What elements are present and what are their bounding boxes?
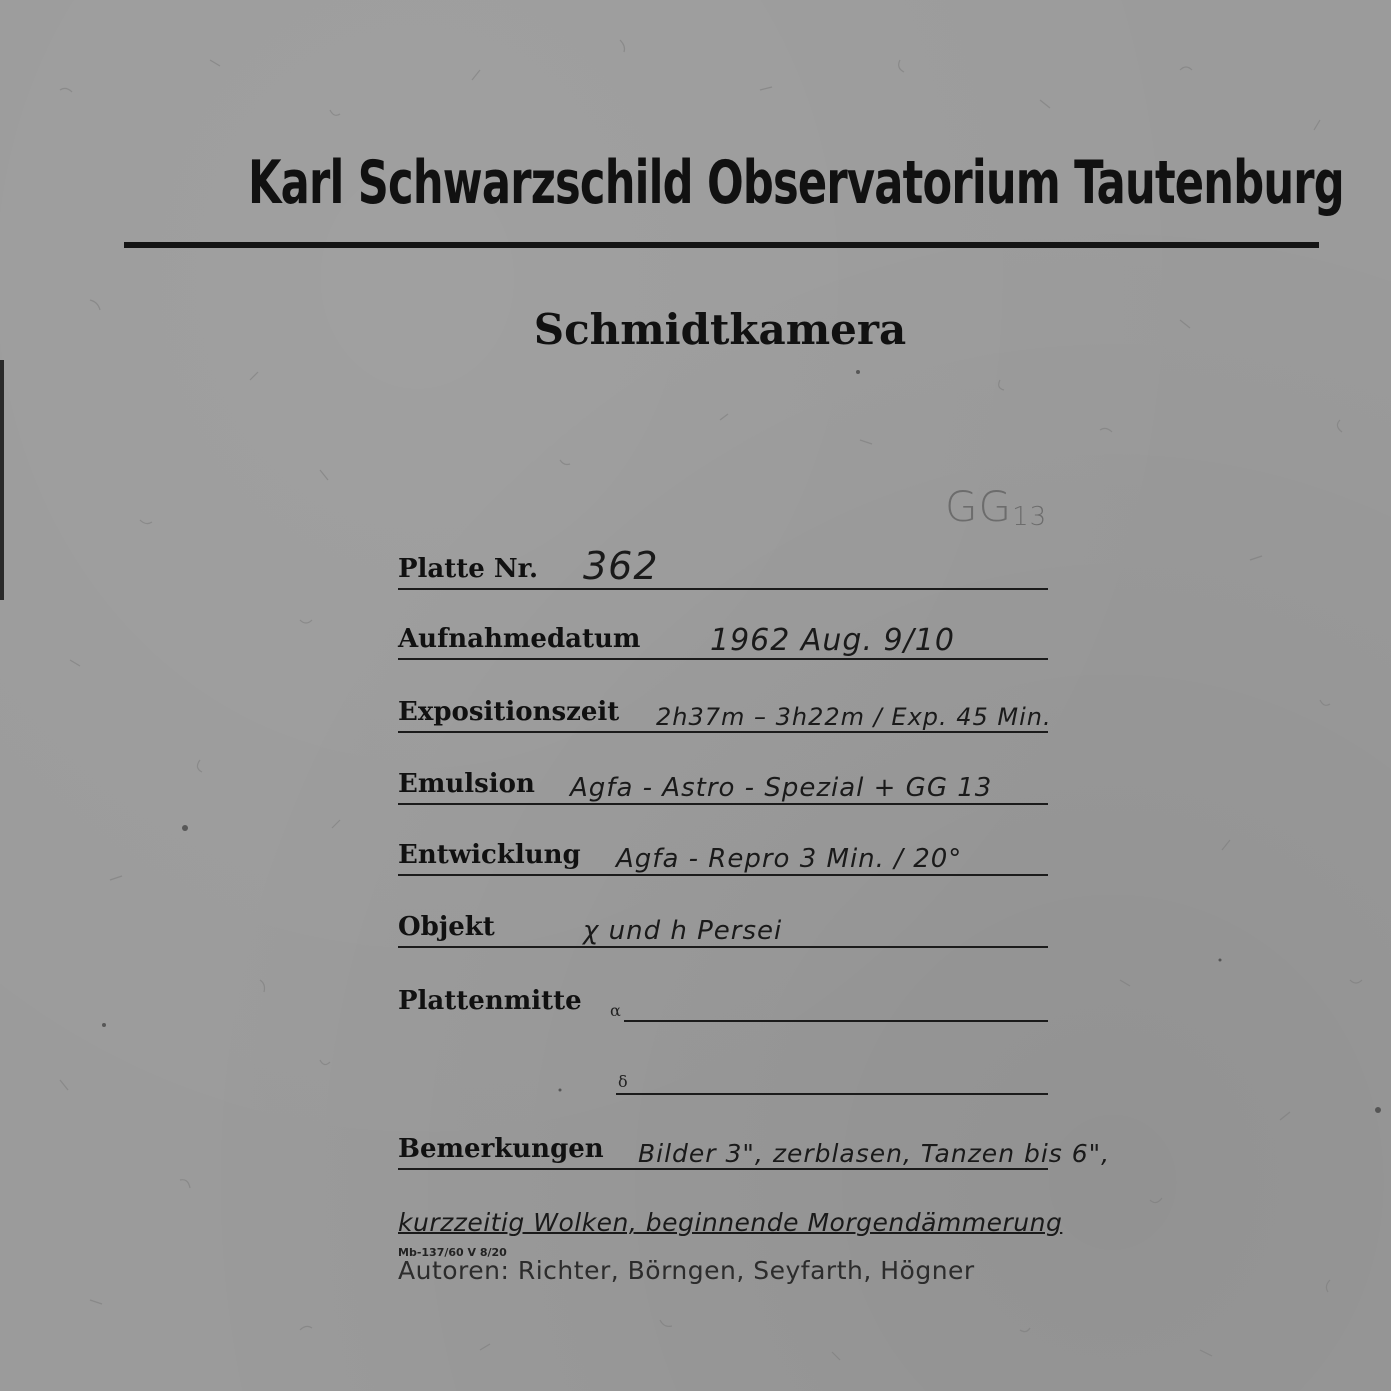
field-label: Expositionszeit <box>398 697 620 727</box>
field-value: 2h37m – 3h22m / Exp. 45 Min. <box>656 703 1052 731</box>
field-label: Objekt <box>398 912 495 942</box>
field-underline <box>398 803 1048 805</box>
field-label: Bemerkungen <box>398 1134 604 1164</box>
field-label: Platte Nr. <box>398 554 539 584</box>
field-value: Bilder 3", zerblasen, Tanzen bis 6", <box>638 1139 1111 1168</box>
field-underline <box>398 731 1048 733</box>
field-plate-center <box>398 972 1058 1022</box>
field-object <box>398 898 1058 948</box>
field-plate-number <box>398 540 1058 590</box>
field-value: 362 <box>583 544 659 588</box>
field-underline <box>398 658 1048 660</box>
field-label: Emulsion <box>398 769 535 799</box>
institution-title: Karl Schwarzschild Observatorium Tautenburg <box>248 148 1344 218</box>
alpha-label: α <box>610 1001 621 1020</box>
field-underline <box>398 588 1048 590</box>
field-value: χ und h Persei <box>583 916 783 946</box>
field-underline <box>398 874 1048 876</box>
field-value: Agfa - Repro 3 Min. / 20° <box>616 844 963 874</box>
field-underline <box>398 946 1048 948</box>
field-label: Aufnahmedatum <box>398 624 641 654</box>
remarks-continuation: kurzzeitig Wolken, beginnende Morgendämmerung <box>398 1208 1063 1237</box>
field-development <box>398 826 1058 876</box>
field-value: Agfa - Astro - Spezial + GG 13 <box>570 773 993 803</box>
field-remarks <box>398 1120 1118 1170</box>
field-emulsion <box>398 755 1058 805</box>
camera-subtitle: Schmidtkamera <box>533 305 907 354</box>
filter-note-main: GG <box>945 482 1013 531</box>
field-label: Entwicklung <box>398 840 581 870</box>
authors-note: Autoren: Richter, Börngen, Seyfarth, Högner <box>398 1256 975 1285</box>
filter-note <box>945 482 1047 532</box>
filter-note-suffix: 13 <box>1012 502 1048 532</box>
field-exposure <box>398 683 1058 733</box>
alpha-underline <box>624 1020 1048 1022</box>
title-underline <box>124 242 1319 248</box>
form-code: Mb-137/60 V 8/20 <box>398 1246 507 1259</box>
delta-underline <box>616 1093 1048 1095</box>
field-value: 1962 Aug. 9/10 <box>710 623 955 658</box>
field-plate-center-delta <box>398 1045 1058 1095</box>
field-date <box>398 610 1058 660</box>
field-label: Plattenmitte <box>398 986 582 1016</box>
delta-label: δ <box>618 1072 628 1091</box>
field-underline <box>398 1168 1048 1170</box>
